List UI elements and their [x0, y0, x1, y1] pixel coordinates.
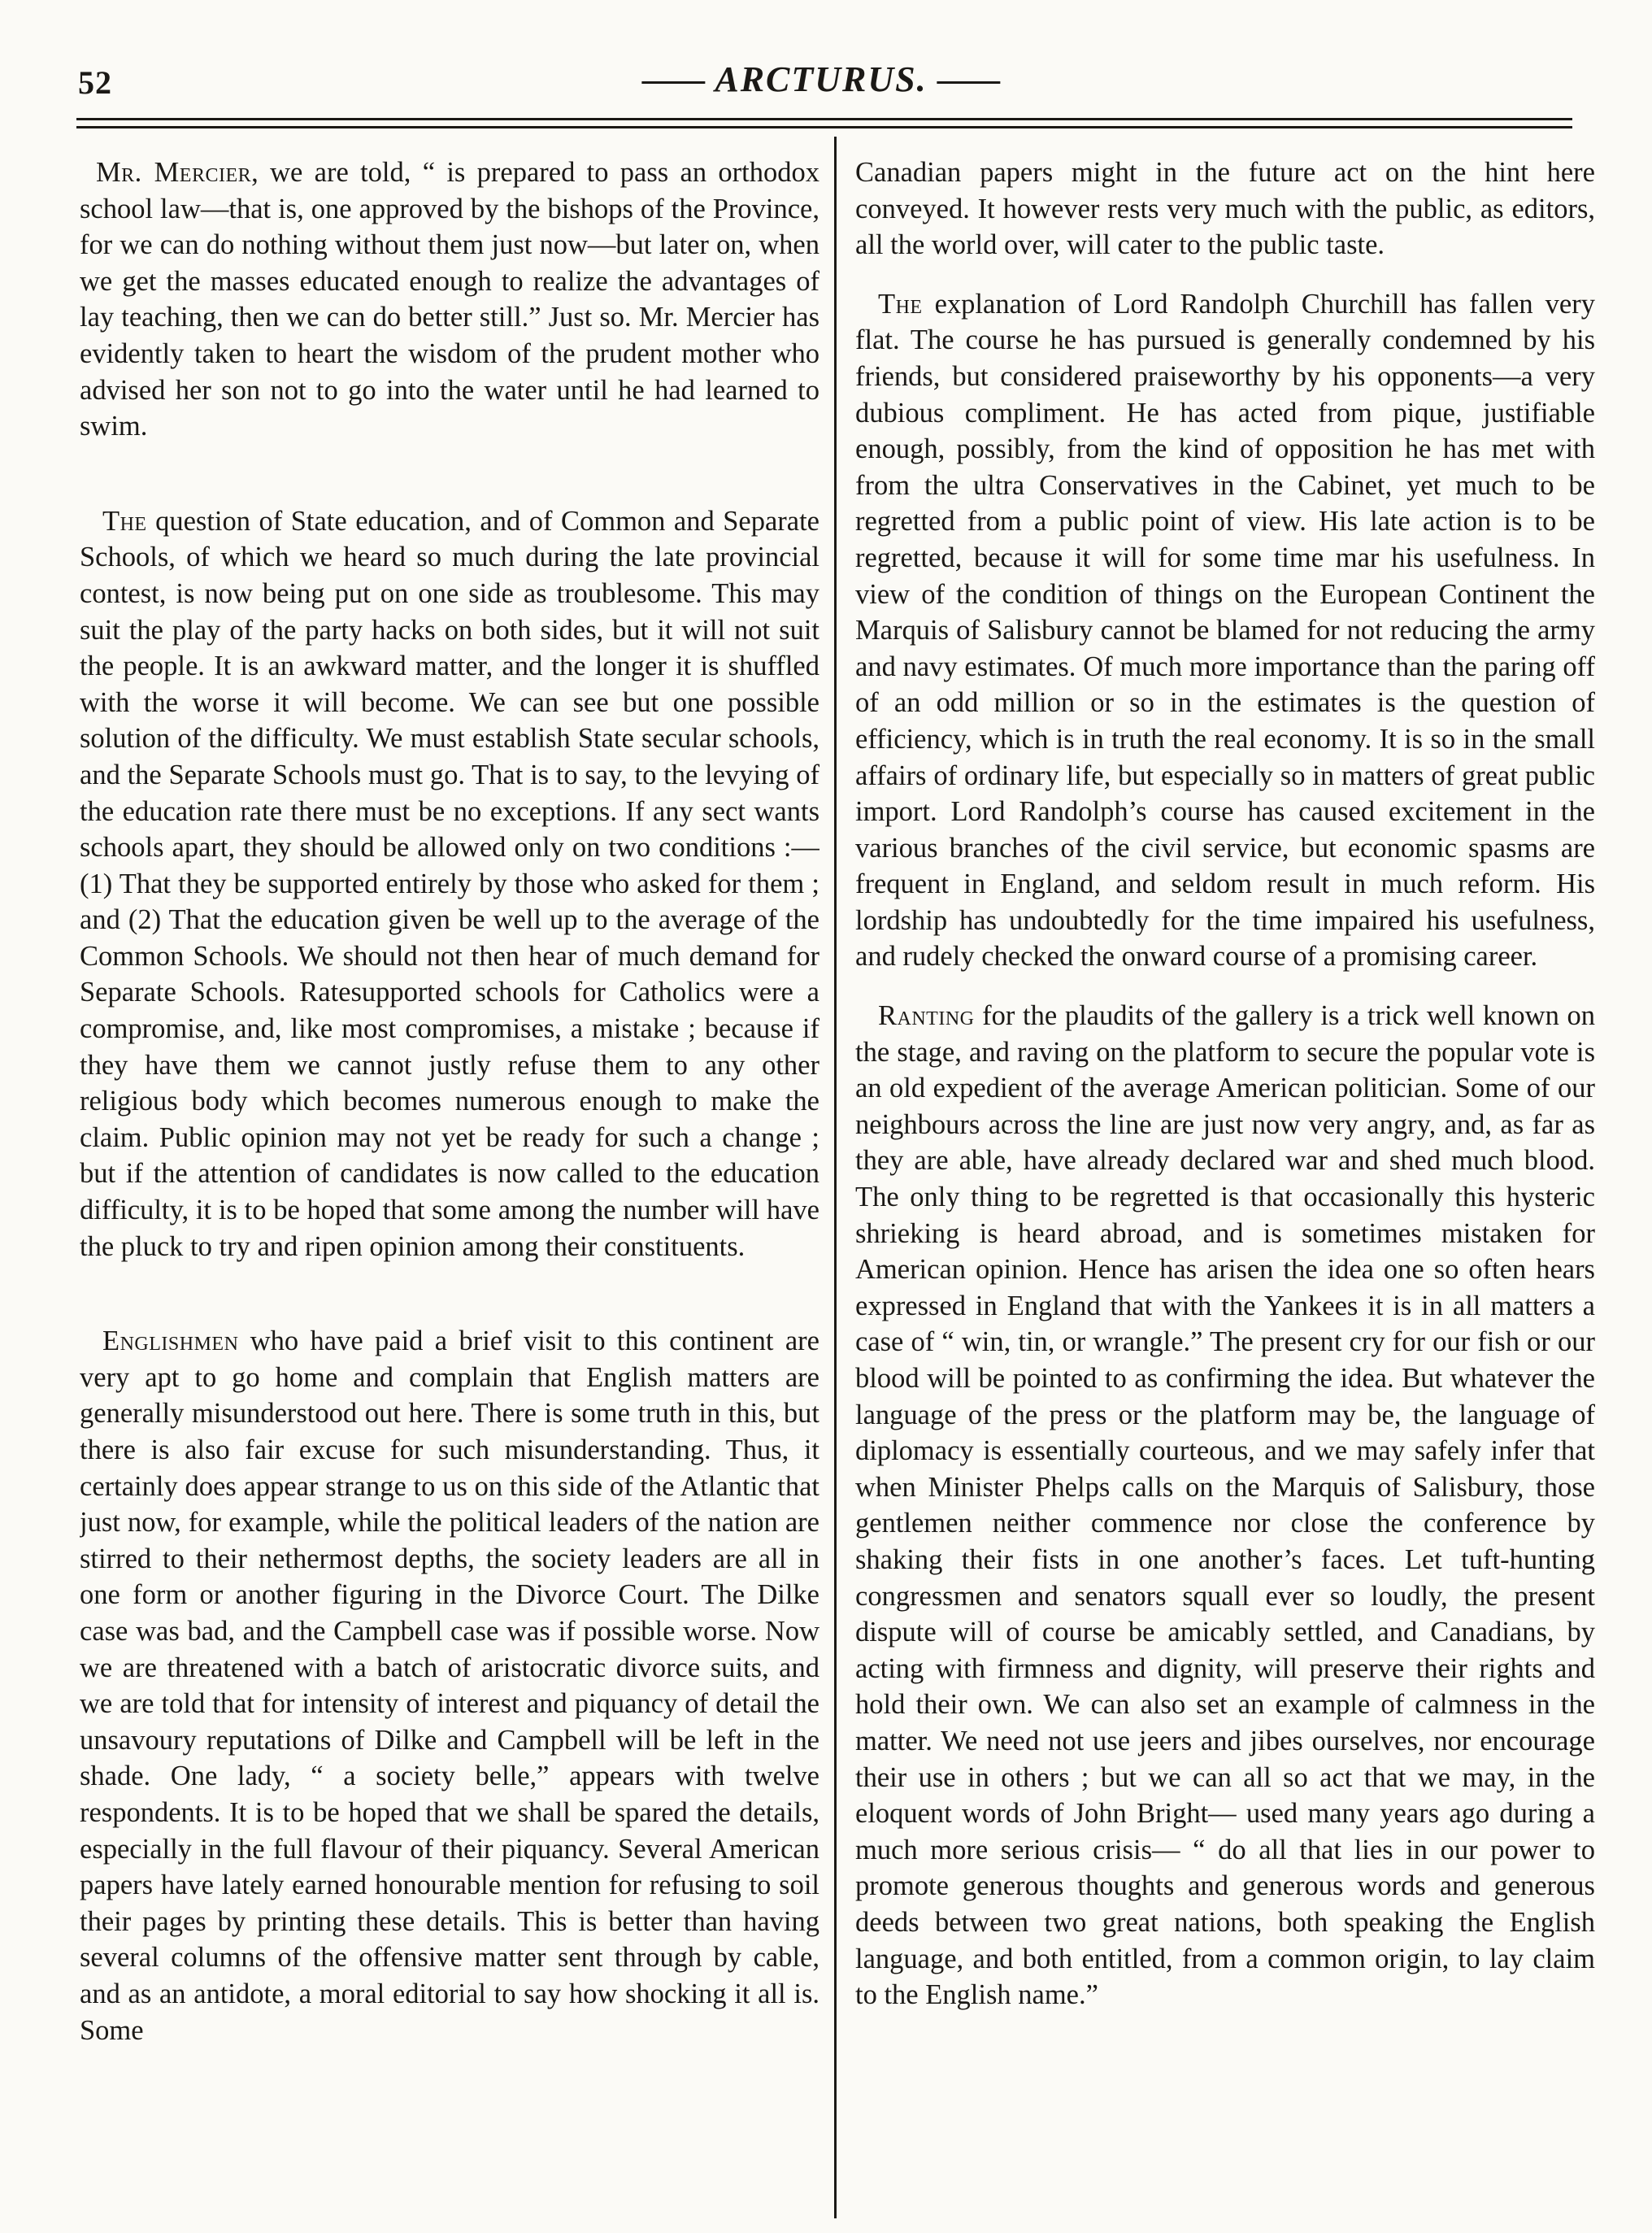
article-body-continued: Canadian papers might in the future act on the hint here conveyed. It however rests very much with the public, as editors, all the world over, will cater to the public taste. [855, 157, 1595, 261]
article-lead-ranting: Ranting [878, 1000, 975, 1032]
article-lead-churchill: The [878, 288, 923, 320]
article-body-churchill: explanation of Lord Randolph Churchill has fallen very flat. The course he has pursued is generally condemned by his friends, but considered praiseworthy by his opponents—a very dubious compliment. He has acted from pique, justifiable enough, possibly, from the kind of opposition he has met with from the ultra Conservatives in the Cabinet, yet much to be regretted from a public point of view. His late action is to be regretted, because it will for some time mar his usefulness. In view of the condition of things on the European Continent the Marquis of Salisbury cannot be blamed for not reducing the army and navy estimates. Of much more importance than the paring off of an odd million or so in the estimates is the question of efficiency, which is in truth the real economy. It is so in the small affairs of ordinary life, but especially so in matters of great public import. Lord Randolph’s course has caused excitement in the various branches of the civil service, but economic spasms are frequent in England, and seldom result in much reform. His lordship has undoubtedly for the time impaired his usefulness, and rudely checked the onward course of a promising career. [855, 288, 1595, 973]
masthead-right-dash [937, 81, 1001, 84]
article-englishmen-visit [80, 1323, 819, 2048]
right-column [855, 155, 1595, 2212]
header-rule-bottom [76, 126, 1572, 128]
running-head [78, 59, 1564, 114]
article-body-ranting: for the plaudits of the gallery is a trick well known on the stage, and raving on the platform to secure the popular vote is an old expedient of the average American politician. Some of our neighbours across the line are just now very angry, and, as far as they are able, have already declared war and shed much blood. The only thing to be regretted is that occasionally this hysteric shrieking is heard abroad, and is sometimes mistaken for American opinion. Hence has arisen the idea one so often hears expressed in England that with the Yankees it is in all matters a case of “ win, tin, or wrangle.” The present cry for our fish or our blood will be pointed to as confirming the idea. But whatever the language of the press or the platform may be, the language of diplomacy is essentially courteous, and we may safely infer that when Minister Phelps calls on the Marquis of Salisbury, those gentlemen neither commence nor close the conference by shaking their fists in one another’s faces. Let tuft-hunting congressmen and senators squall ever so loudly, the present dispute will of course be amicably settled, and Canadians, by acting with firmness and dignity, will preserve their rights and hold their own. We can also set an example of calmness in the matter. We need not use jeers and jibes ourselves, nor encourage their use in others ; but we can all so act that we may, in the eloquent words of John Bright— used many years ago during a much more serious crisis— “ do all that lies in our power to promote generous thoughts and generous words and generous deeds between two great nations, both speaking the English language, and both entitled, from a common origin, to lay claim to the English name.” [855, 1000, 1595, 2011]
masthead-left-dash [641, 81, 705, 84]
article-continued-canadian-papers [855, 155, 1595, 263]
article-state-education [80, 503, 819, 1264]
article-ranting-gallery [855, 998, 1595, 2013]
article-lead-state-education: The [102, 505, 147, 537]
column-divider [834, 137, 837, 2218]
article-body-state-education: question of State education, and of Common and Separate Schools, of which we heard so much during the late provincial contest, is now being put on one side as troublesome. This may suit the play of the party hacks on both sides, but it will not suit the people. It is an awkward matter, and the longer it is shuffled with the worse it will become. We can see but one possible solution of the difficulty. We must establish State secular schools, and the Separate Schools must go. That is to say, to the levying of the education rate there must be no exceptions. If any sect wants schools apart, they should be allowed only on two conditions :—(1) That they be supported entirely by those who asked for them ; and (2) That the education given be well up to the average of the Common Schools. We should not then hear of much demand for Separate Schools. Ratesupported schools for Catholics were a compromise, and, like most compromises, a mistake ; because if they have them we cannot justly refuse them to any other religious body which becomes numerous enough to make the claim. Public opinion may not yet be ready for such a change ; but if the attention of candidates is now called to the education difficulty, it is to be hoped that some among the number will have the pluck to try and ripen opinion among their constituents. [80, 505, 819, 1262]
article-lead-englishmen: Englishmen [102, 1325, 239, 1357]
article-lead-mercier: Mr. Mercier [96, 157, 252, 188]
article-body-englishmen: who have paid a brief visit to this continent are very apt to go home and complain that English matters are generally misunderstood out here. There is some truth in this, but there is also fair excuse for such misunderstanding. Thus, it certainly does appear strange to us on this side of the Atlantic that just now, for example, while the political leaders of the nation are stirred to their nethermost depths, the society leaders are all in one form or another figuring in the Divorce Court. The Dilke case was bad, and the Campbell case was if possible worse. Now we are threatened with a batch of aristocratic divorce suits, and we are told that for intensity of interest and piquancy of detail the unsavoury reputations of Dilke and Campbell will be left in the shade. One lady, “ a society belle,” appears with twelve respondents. It is to be hoped that we shall be spared the details, especially in the full flavour of their piquancy. Several American papers have lately earned honourable mention for refusing to soil their pages by printing these details. This is better than having several columns of the offensive matter sent through by cable, and as an antidote, a moral editorial to say how shocking it all is. Some [80, 1325, 819, 2046]
article-mercier-school-law [80, 155, 819, 445]
left-column [80, 155, 819, 2212]
masthead [632, 59, 1010, 99]
masthead-title: ARCTURUS. [715, 59, 928, 99]
page-number: 52 [78, 64, 112, 101]
article-lord-randolph-churchill [855, 286, 1595, 975]
article-body-mercier: , we are told, “ is prepared to pass an orthodox school law—that is, one approved by the bishops of the Province, for we can do nothing without them just now—but later on, when we get the masses educated enough to realize the advantages of lay teaching, then we can do better still.” Just so. Mr. Mercier has evidently taken to heart the wisdom of the prudent mother who advised her son not to go into the water until he had learned to swim. [80, 157, 819, 442]
header-rule-top [76, 118, 1572, 120]
